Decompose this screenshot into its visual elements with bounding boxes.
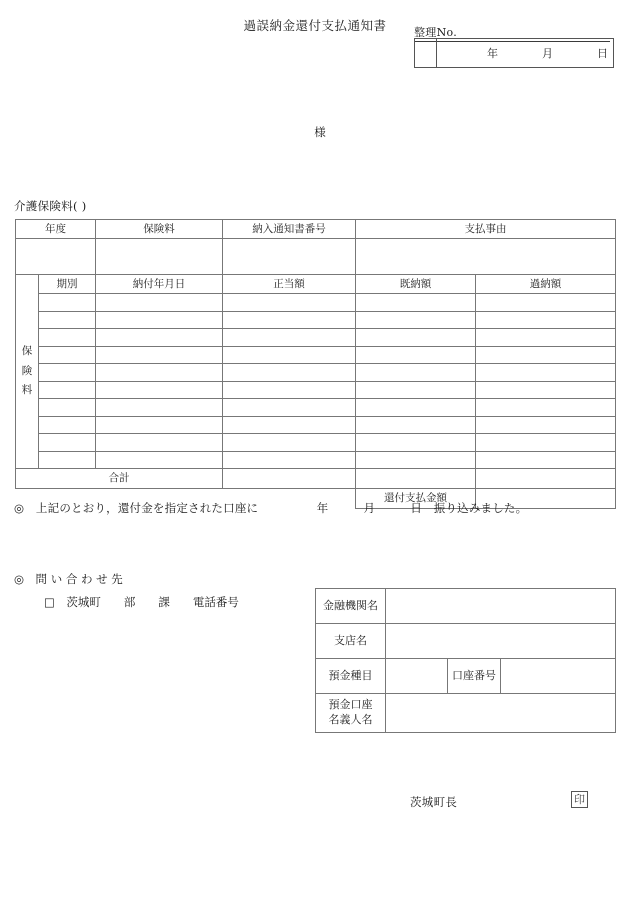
cell-proper-amount[interactable] [223, 346, 356, 364]
cell-proper-amount[interactable] [223, 399, 356, 417]
cell-overpaid-amount[interactable] [476, 311, 616, 329]
cell-paid-amount[interactable] [356, 346, 476, 364]
value-deposit-type[interactable] [386, 659, 448, 694]
addressee-honorific: 様 [314, 125, 326, 139]
cell-overpaid-amount[interactable] [476, 399, 616, 417]
cell-installment[interactable] [39, 451, 96, 469]
contact-heading: ◎ 問 い 合 わ せ 先 [14, 572, 123, 586]
cell-installment[interactable] [39, 416, 96, 434]
cell-paid-amount[interactable] [356, 381, 476, 399]
cell-paid-amount[interactable] [356, 451, 476, 469]
day-label: 日 [597, 47, 608, 60]
label-deposit-type: 預金種目 [316, 659, 386, 694]
vlabel-char-3: 料 [21, 384, 33, 397]
cell-premium-value[interactable] [96, 239, 223, 275]
table-row [16, 416, 616, 434]
table-entry-row [16, 239, 616, 275]
date-ymd-cell [437, 39, 613, 67]
cell-overpaid-amount[interactable] [476, 416, 616, 434]
table-row [16, 346, 616, 364]
col-payment-reason: 支払事由 [356, 220, 616, 239]
table-row [16, 294, 616, 312]
cell-proper-amount[interactable] [223, 294, 356, 312]
label-branch-name: 支店名 [316, 624, 386, 659]
cell-payment-date[interactable] [96, 364, 223, 382]
reference-number-label: 整理No. [414, 24, 610, 42]
cell-payment-date[interactable] [96, 381, 223, 399]
col-installment: 期別 [39, 275, 96, 294]
cell-proper-amount[interactable] [223, 434, 356, 452]
cell-fiscal-year-value[interactable] [16, 239, 96, 275]
cell-paid-amount[interactable] [356, 294, 476, 312]
cell-installment[interactable] [39, 346, 96, 364]
col-fiscal-year: 年度 [16, 220, 96, 239]
total-overpaid-amount[interactable] [476, 469, 616, 489]
cell-overpaid-amount[interactable] [476, 451, 616, 469]
label-account-holder-line2: 名義人名 [328, 713, 373, 726]
cell-installment[interactable] [39, 399, 96, 417]
label-account-holder [316, 694, 386, 733]
contact-details: □ 茨城町 部 課 電話番号 [44, 595, 239, 609]
cell-paid-amount[interactable] [356, 434, 476, 452]
bank-row-holder [316, 694, 616, 733]
table-row [16, 381, 616, 399]
cell-overpaid-amount[interactable] [476, 434, 616, 452]
label-account-number: 口座番号 [448, 659, 501, 694]
section-caption: 介護保険料( ) [14, 199, 87, 213]
cell-payment-date[interactable] [96, 434, 223, 452]
cell-overpaid-amount[interactable] [476, 329, 616, 347]
total-paid-amount[interactable] [356, 469, 476, 489]
cell-paid-amount[interactable] [356, 311, 476, 329]
cell-installment[interactable] [39, 311, 96, 329]
total-proper-amount[interactable] [223, 469, 356, 489]
cell-payment-date[interactable] [96, 294, 223, 312]
cell-installment[interactable] [39, 294, 96, 312]
issuer-name: 茨城町長 [410, 795, 458, 809]
premium-detail-table [15, 219, 616, 509]
cell-overpaid-amount[interactable] [476, 364, 616, 382]
cell-overpaid-amount[interactable] [476, 346, 616, 364]
table-total-row [16, 469, 616, 489]
bank-row-institution [316, 589, 616, 624]
cell-proper-amount[interactable] [223, 381, 356, 399]
vlabel-char-1: 保 [21, 344, 33, 357]
bank-row-deposit [316, 659, 616, 694]
table-header-row-1 [16, 220, 616, 239]
value-branch-name[interactable] [386, 624, 616, 659]
refund-amount-label: 還付支払金額 [356, 489, 476, 509]
page-title: 過誤納金還付支払通知書 [243, 18, 387, 33]
cell-payment-date[interactable] [96, 399, 223, 417]
bank-row-branch [316, 624, 616, 659]
cell-payment-date[interactable] [96, 416, 223, 434]
issue-date-box [414, 38, 614, 68]
cell-proper-amount[interactable] [223, 416, 356, 434]
table-row [16, 311, 616, 329]
cell-installment[interactable] [39, 329, 96, 347]
cell-proper-amount[interactable] [223, 329, 356, 347]
value-account-holder[interactable] [386, 694, 616, 733]
cell-paid-amount[interactable] [356, 329, 476, 347]
cell-payment-date[interactable] [96, 329, 223, 347]
table-header-row-2 [16, 275, 616, 294]
cell-payment-reason-value[interactable] [356, 239, 616, 275]
col-paid-amount: 既納額 [356, 275, 476, 294]
cell-payment-date[interactable] [96, 451, 223, 469]
table-row [16, 329, 616, 347]
bank-account-table [315, 588, 616, 733]
cell-overpaid-amount[interactable] [476, 381, 616, 399]
cell-proper-amount[interactable] [223, 311, 356, 329]
cell-proper-amount[interactable] [223, 364, 356, 382]
table-row [16, 451, 616, 469]
col-premium: 保険料 [96, 220, 223, 239]
month-label: 月 [542, 47, 553, 60]
label-account-holder-line1: 預金口座 [328, 698, 373, 712]
cell-paid-amount[interactable] [356, 364, 476, 382]
col-overpaid-amount: 過納額 [476, 275, 616, 294]
label-financial-institution: 金融機関名 [316, 589, 386, 624]
cell-payment-date[interactable] [96, 311, 223, 329]
seal-icon: 印 [571, 791, 588, 808]
value-account-number[interactable] [501, 659, 616, 694]
value-financial-institution[interactable] [386, 589, 616, 624]
col-notice-number: 納入通知書番号 [223, 220, 356, 239]
era-cell [415, 39, 437, 67]
cell-installment[interactable] [39, 381, 96, 399]
col-payment-date: 納付年月日 [96, 275, 223, 294]
cell-payment-date[interactable] [96, 346, 223, 364]
table-row [16, 364, 616, 382]
year-label: 年 [487, 47, 498, 60]
col-proper-amount: 正当額 [223, 275, 356, 294]
table-row [16, 434, 616, 452]
row-group-label-insurance-premium [16, 275, 39, 469]
cell-paid-amount[interactable] [356, 399, 476, 417]
cell-installment[interactable] [39, 434, 96, 452]
vlabel-char-2: 険 [21, 364, 33, 377]
transfer-statement: ◎ 上記のとおり，還付金を指定された口座に 年 月 日 振り込みました。 [14, 501, 528, 515]
cell-paid-amount[interactable] [356, 416, 476, 434]
cell-notice-number-value[interactable] [223, 239, 356, 275]
cell-proper-amount[interactable] [223, 451, 356, 469]
table-row [16, 399, 616, 417]
cell-overpaid-amount[interactable] [476, 294, 616, 312]
total-label: 合計 [16, 469, 223, 489]
cell-installment[interactable] [39, 364, 96, 382]
